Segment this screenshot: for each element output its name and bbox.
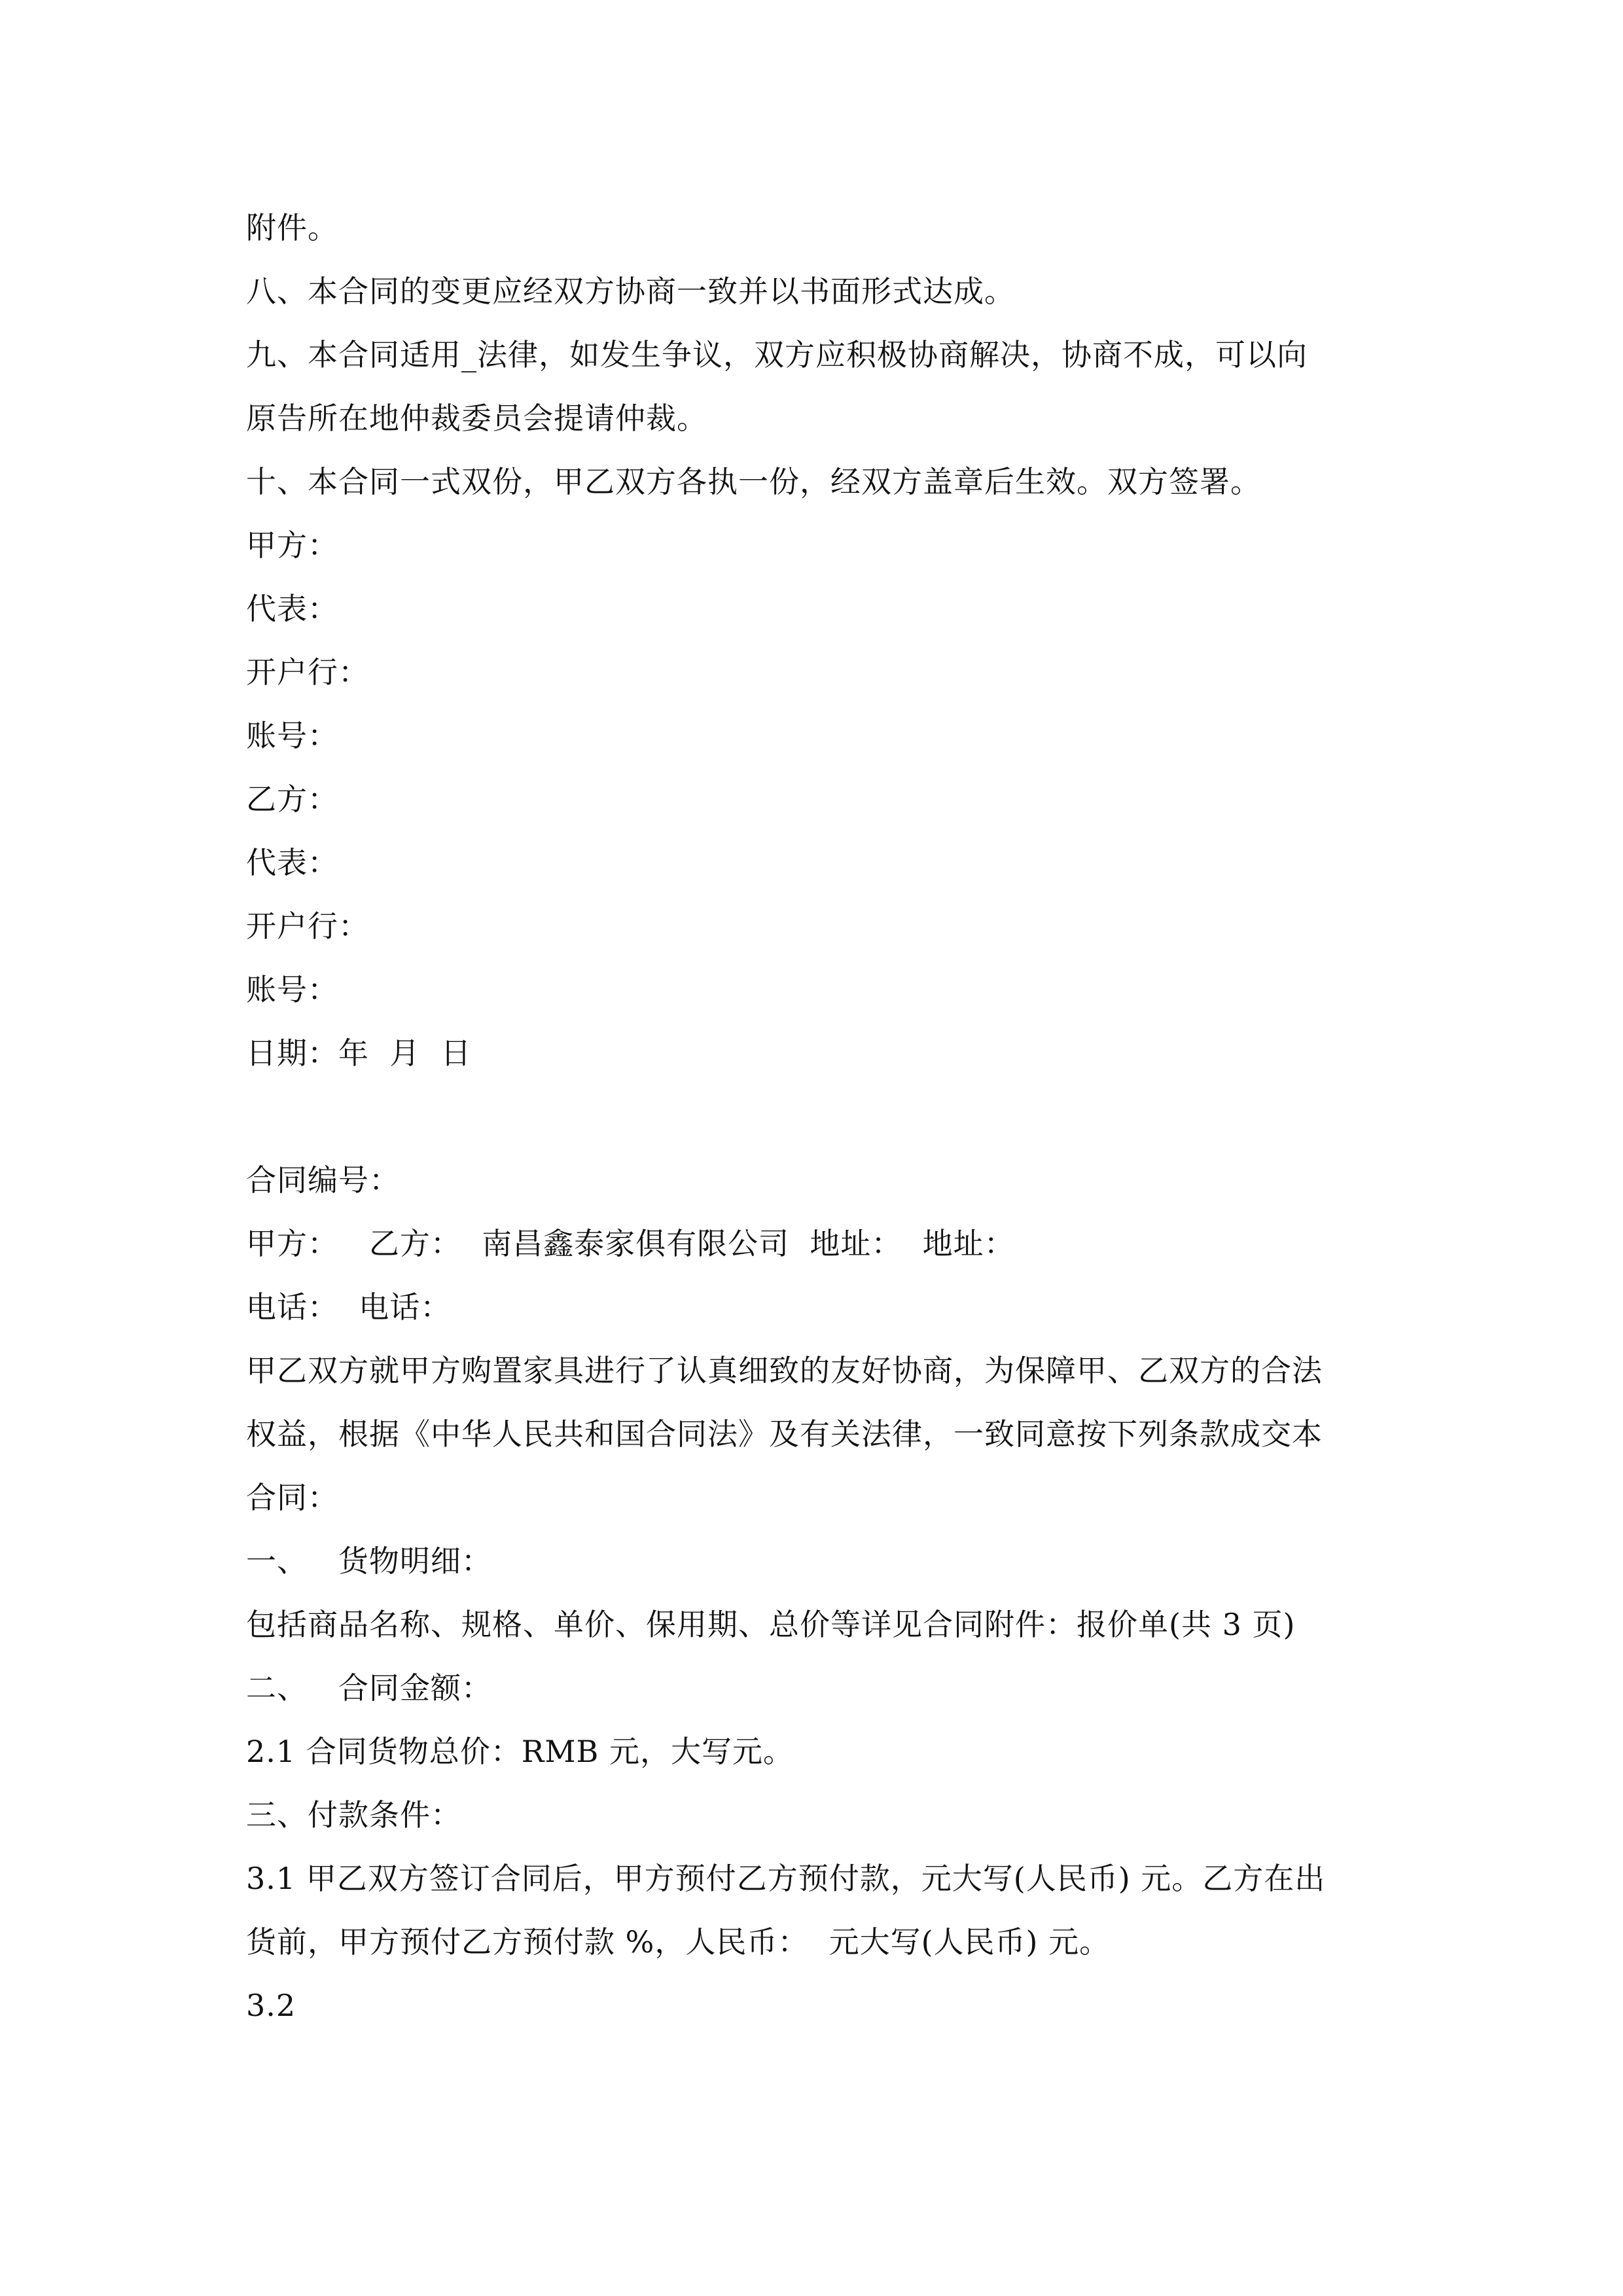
parties-address-line: 甲方： 乙方： 南昌鑫泰家俱有限公司 地址： 地址： bbox=[246, 1226, 1015, 1261]
clause-9: 九、本合同适用_法律，如发生争议，双方应积极协商解决，协商不成，可以向 bbox=[246, 337, 1308, 372]
section-3-1-line-1: 3.1 甲乙双方签订合同后，甲方预付乙方预付款，元大写(人民币) 元。乙方在出 bbox=[246, 1861, 1326, 1896]
date-label: 日期：年 月 日 bbox=[246, 1035, 472, 1071]
clause-9-continued: 原告所在地仲裁委员会提请仲裁。 bbox=[246, 401, 707, 436]
preamble-line-2: 权益，根据《中华人民共和国合同法》及有关法律，一致同意按下列条款成交本 bbox=[246, 1416, 1323, 1452]
section-3-2: 3.2 bbox=[246, 1988, 296, 2023]
section-2-heading: 二、 合同金额： bbox=[246, 1670, 492, 1706]
preamble-line-1: 甲乙双方就甲方购置家具进行了认真细致的友好协商，为保障甲、乙双方的合法 bbox=[246, 1353, 1323, 1388]
party-b-account-label: 账号： bbox=[246, 972, 338, 1007]
party-a-bank-label: 开户行： bbox=[246, 655, 369, 690]
party-b-bank-label: 开户行： bbox=[246, 908, 369, 944]
phone-line: 电话： 电话： bbox=[246, 1289, 452, 1325]
section-1-heading: 一、 货物明细： bbox=[246, 1543, 492, 1579]
section-3-heading: 三、付款条件： bbox=[246, 1797, 461, 1833]
party-b-label: 乙方： bbox=[246, 781, 338, 817]
party-a-label: 甲方： bbox=[246, 528, 338, 563]
party-b-representative-label: 代表： bbox=[246, 845, 338, 880]
preamble-line-3: 合同： bbox=[246, 1480, 338, 1515]
text-line: 附件。 bbox=[246, 210, 338, 245]
section-gap bbox=[246, 1085, 1385, 1149]
contract-number-label: 合同编号： bbox=[246, 1162, 400, 1198]
clause-10: 十、本合同一式双份，甲乙双方各执一份，经双方盖章后生效。双方签署。 bbox=[246, 464, 1261, 499]
section-2-1: 2.1 合同货物总价：RMB 元，大写元。 bbox=[246, 1734, 794, 1769]
section-1-body: 包括商品名称、规格、单价、保用期、总价等详见合同附件：报价单(共 3 页) bbox=[246, 1607, 1296, 1642]
party-a-representative-label: 代表： bbox=[246, 591, 338, 626]
section-3-1-line-2: 货前，甲方预付乙方预付款 %，人民币： 元大写(人民币) 元。 bbox=[246, 1924, 1111, 1960]
party-a-account-label: 账号： bbox=[246, 718, 338, 753]
clause-8: 八、本合同的变更应经双方协商一致并以书面形式达成。 bbox=[246, 274, 1015, 309]
document-body bbox=[246, 196, 1385, 2037]
